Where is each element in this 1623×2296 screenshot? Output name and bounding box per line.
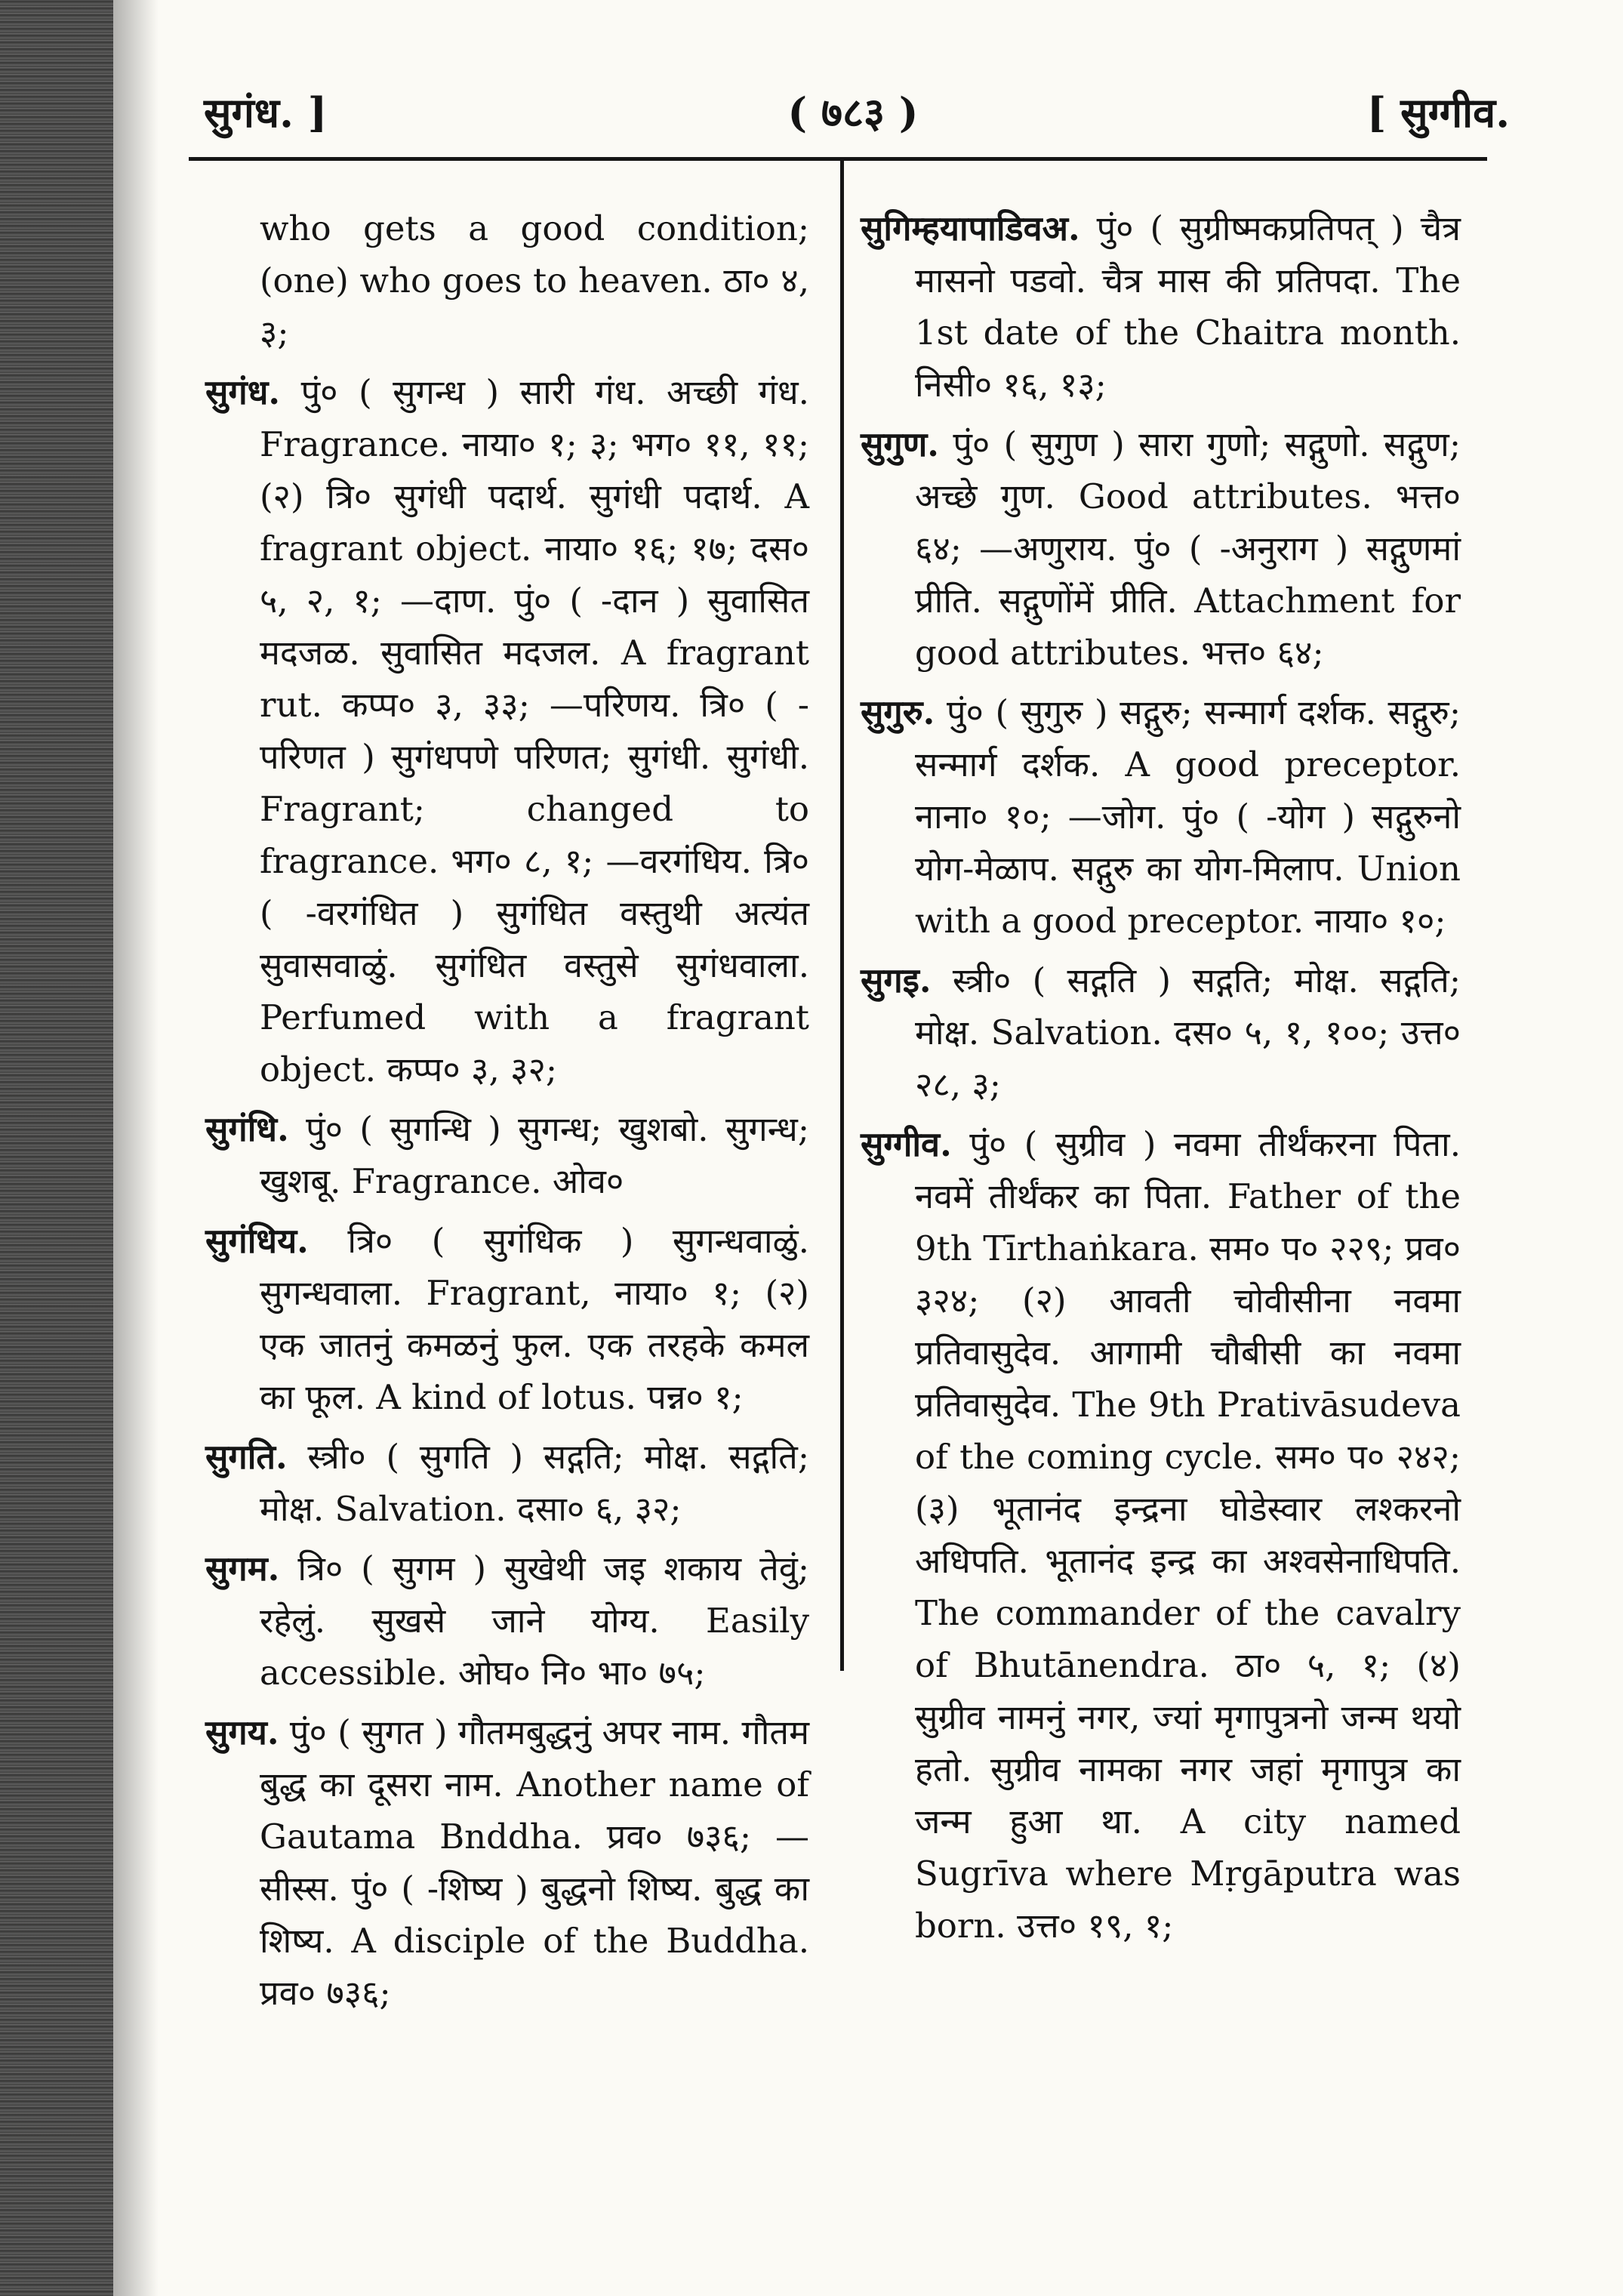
entry-headword: सुगम. <box>205 1549 280 1589</box>
entry-body: पुं० ( सुगत ) गौतमबुद्धनुं अपर नाम. गौतम बुद्ध का दूसरा नाम. Another name of Gautama Bnddha. प्रव० ७३६; —सीस्स. पुं० ( -शिष्य ) बुद्धनो शिष्य. बुद्ध का शिष्य. A disciple of the Buddha. प्रव० ७३६; <box>260 1712 809 2013</box>
left-column <box>205 202 809 2026</box>
entry-headword: सुगुण. <box>861 424 939 464</box>
dictionary-entry <box>861 202 1461 411</box>
binding-edge-fade <box>113 0 159 2296</box>
page-header <box>189 76 1510 143</box>
entry-headword: सुग्गीव. <box>861 1124 952 1164</box>
entry-headword: सुगय. <box>205 1712 279 1752</box>
entry-headword: सुगुरु. <box>861 692 935 732</box>
dictionary-entry <box>205 366 809 1096</box>
dictionary-entry <box>205 1215 809 1423</box>
dictionary-entry <box>861 686 1461 947</box>
entry-headword: सुगंधि. <box>205 1109 289 1149</box>
dictionary-entry <box>205 1706 809 2019</box>
entry-headword: सुगइ. <box>861 960 932 1000</box>
dictionary-entry <box>861 1118 1461 1952</box>
entry-headword: सुगिम्हयापाडिवअ. <box>861 208 1080 248</box>
entry-body: पुं० ( सुगन्ध ) सारी गंध. अच्छी गंध. Fragrance. नाया० १; ३; भग० ११, ११; (२) त्रि० सुगंधी पदार्थ. सुगंधी पदार्थ. A fragrant object. नाया० १६; १७; दस० ५, २, १; —दाण. पुं० ( -दान ) सुवासित मदजळ. सुवासित मदजल. A fragrant rut. कप्प० ३, ३३; —परिणय. त्रि० ( -परिणत ) सुगंधपणे परिणत; सुगंधी. सुगंधी. Fragrant; changed to fragrance. भग० ८, १; —वरगंधिय. त्रि० ( -वरगंधित ) सुगंधित वस्तुथी अत्यंत सुवासवाळुं. सुगंधित वस्तुसे सुगंधवाला. Perfumed with a fragrant object. कप्प० ३, ३२; <box>260 372 809 1089</box>
entry-body: पुं० ( सुगुरु ) सद्गुरु; सन्मार्ग दर्शक. सद्गुरु; सन्मार्ग दर्शक. A good preceptor. नाना० १०; —जोग. पुं० ( -योग ) सद्गुरुनो योग-मेळाप. सद्गुरु का योग-मिलाप. Union with a good preceptor. नाया० १०; <box>915 692 1461 941</box>
page-number: ( ७८३ ) <box>787 88 919 137</box>
entry-body: पुं० ( सुग्रीव ) नवमा तीर्थंकरना पिता. नवमें तीर्थंकर का पिता. Father of the 9th Tīrthaṅkara. सम० प० २२९; प्रव० ३२४; (२) आवती चोवीसीना नवमा प्रतिवासुदेव. आगामी चौबीसी का नवमा प्रतिवासुदेव. The 9th Prativāsudeva of the coming cycle. सम० प० २४२; (३) भूतानंद इन्द्रना घोडेस्वार लश्करनो अधिपति. भूतानंद इन्द्र का अश्वसेनाधिपति. The commander of the cavalry of Bhutānendra. ठा० ५, १; (४) सुग्रीव नामनुं नगर, ज्यां मृगापुत्रनो जन्म थयो हतो. सुग्रीव नामका नगर जहां मृगापुत्र का जन्म हुआ था. A city named Sugrīva where Mṛgāputra was born. उत्त० १९, १; <box>915 1124 1461 1946</box>
dictionary-entry <box>205 1103 809 1207</box>
dictionary-entry <box>861 954 1461 1111</box>
entry-body: स्त्री० ( सद्गति ) सद्गति; मोक्ष. सद्गति; मोक्ष. Salvation. दस० ५, १, १००; उत्त० २८, ३; <box>915 960 1461 1105</box>
dictionary-entry <box>861 418 1461 679</box>
entry-body: पुं० ( सुगन्धि ) सुगन्ध; खुशबो. सुगन्ध; खुशबू. Fragrance. ओव० <box>260 1109 810 1201</box>
right-column <box>861 202 1461 1959</box>
column-divider <box>840 161 844 1671</box>
binding-edge-shadow <box>0 0 113 2296</box>
entry-body: पुं० ( सुगुण ) सारा गुणो; सद्गुणो. सद्गुण; अच्छे गुण. Good attributes. भत्त० ६४; —अणुराय. पुं० ( -अनुराग ) सद्गुणमां प्रीति. सद्गुणोंमें प्रीति. Attachment for good attributes. भत्त० ६४; <box>915 424 1461 673</box>
entry-headword: सुगंधिय. <box>205 1221 309 1261</box>
dictionary-entry <box>205 1431 809 1535</box>
header-rule <box>189 157 1487 161</box>
entry-headword: सुगंध. <box>205 372 281 412</box>
entry-body: who gets a good condition; (one) who goes to heaven. ठा० ४, ३; <box>260 208 809 353</box>
entry-headword: सुगति. <box>205 1437 288 1477</box>
dictionary-entry <box>205 1542 809 1699</box>
dictionary-entry <box>205 202 809 359</box>
entry-body: त्रि० ( सुगंधिक ) सुगन्धवाळुं. सुगन्धवाला. Fragrant, नाया० १; (२) एक जातनुं कमळनुं फुल. एक तरहके कमल का फूल. A kind of lotus. पन्न० १; <box>260 1221 809 1417</box>
entry-body: पुं० ( सुग्रीष्मकप्रतिपत् ) चैत्र मासनो पडवो. चैत्र मास की प्रतिपदा. The 1st date of the Chaitra month. निसी० १६, १३; <box>915 208 1461 405</box>
header-last-word: [ सुग्गीव. <box>1366 88 1510 137</box>
entry-body: त्रि० ( सुगम ) सुखेथी जइ शकाय तेवुं; रहेलुं. सुखसे जाने योग्य. Easily accessible. ओघ० नि० भा० ७५; <box>260 1549 809 1693</box>
entry-body: स्त्री० ( सुगति ) सद्गति; मोक्ष. सद्गति; मोक्ष. Salvation. दसा० ६, ३२; <box>260 1437 809 1529</box>
header-first-word: सुगंध. ] <box>204 88 328 137</box>
